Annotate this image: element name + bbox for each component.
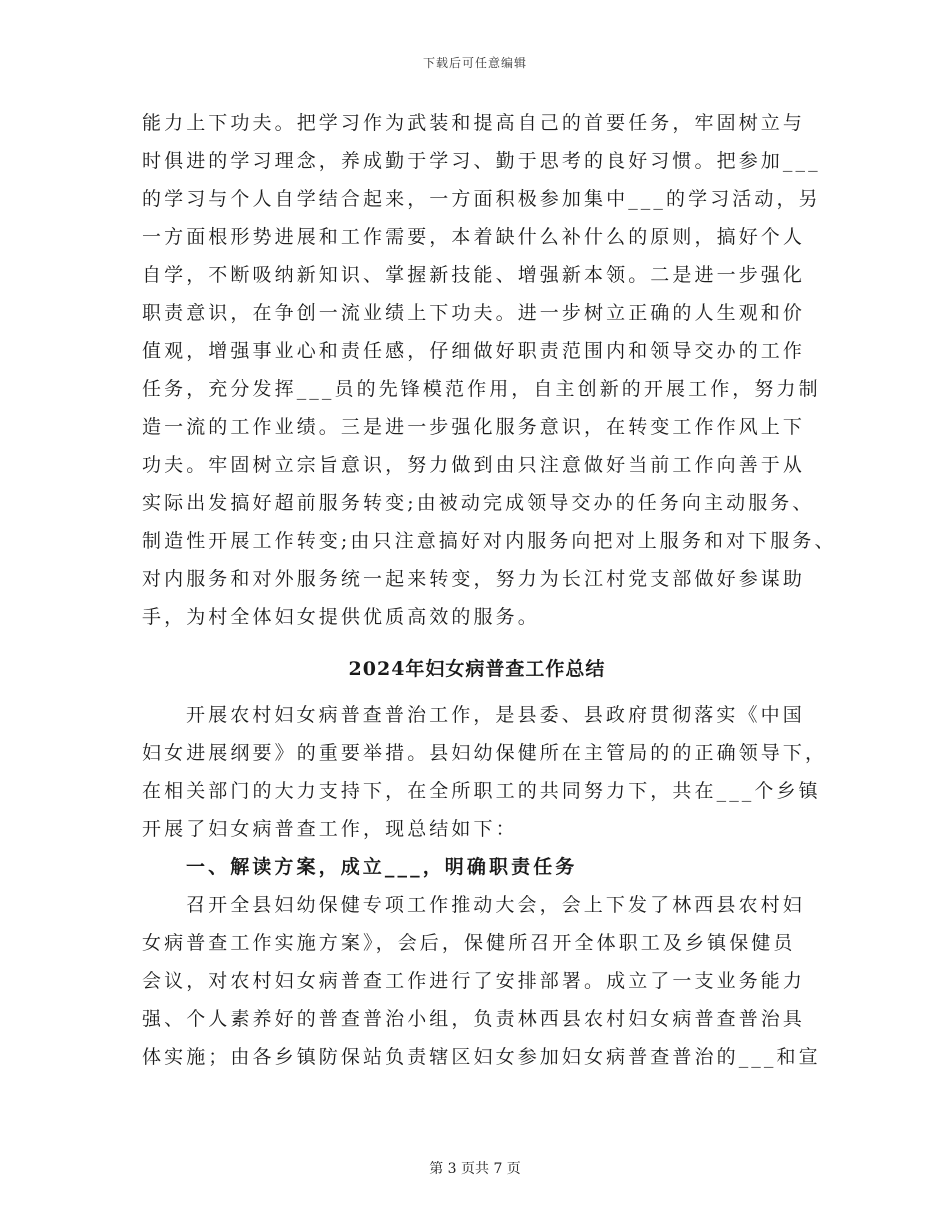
document-body [142,104,837,1076]
body-line: 在相关部门的大力支持下，在全所职工的共同努力下，共在___个乡镇 [142,780,821,802]
body-line: 开展农村妇女病普查普治工作，是县委、县政府贯彻落实《中国 [186,704,805,726]
body-line: 功夫。牢固树立宗旨意识，努力做到由只注意做好当前工作向善于从 [142,454,806,476]
body-line: 时俱进的学习理念，养成勤于学习、勤于思考的良好习惯。把参加___ [142,150,821,172]
page-header: 下载后可任意编辑 [422,56,527,70]
body-line: 造一流的工作业绩。三是进一步强化服务意识，在转变工作作风上下 [142,416,806,438]
body-line: 手，为村全体妇女提供优质高效的服务。 [142,606,540,628]
body-line: 值观，增强事业心和责任感，仔细做好职责范围内和领导交办的工作 [142,340,806,362]
body-line: 任务，充分发挥___员的先锋模范作用，自主创新的开展工作，努力制 [142,378,821,400]
body-line: 的学习与个人自学结合起来，一方面积极参加集中___的学习活动，另 [142,188,821,210]
body-line: 体实施；由各乡镇防保站负责辖区妇女参加妇女病普查普治的___和宣 [142,1046,821,1068]
page-number: 第 3 页共 7 页 [429,1161,521,1177]
body-line: 自学，不断吸纳新知识、掌握新技能、增强新本领。二是进一步强化 [142,264,806,286]
body-line: 能力上下功夫。把学习作为武装和提高自己的首要任务，牢固树立与 [142,112,806,134]
body-line: 会议，对农村妇女病普查工作进行了安排部署。成立了一支业务能力 [142,970,806,992]
body-line: 制造性开展工作转变;由只注意搞好对内服务向把对上服务和对下服务、 [142,530,837,552]
body-line: 女病普查工作实施方案》，会后，保健所召开全体职工及乡镇保健员 [142,932,796,954]
body-line: 一方面根形势进展和工作需要，本着缺什么补什么的原则，搞好个人 [142,226,806,248]
body-line: 职责意识，在争创一流业绩上下功夫。进一步树立正确的人生观和价 [142,302,806,324]
body-line: 实际出发搞好超前服务转变;由被动完成领导交办的任务向主动服务、 [142,492,815,514]
body-line: 召开全县妇幼保健专项工作推动大会，会上下发了林西县农村妇 [186,894,805,916]
document-title: 2024年妇女病普查工作总结 [348,658,606,680]
section-heading: 一、解读方案，成立___，明确职责任务 [186,856,578,878]
body-line: 强、个人素养好的普查普治小组，负责林西县农村妇女病普查普治具 [142,1008,806,1030]
body-line: 对内服务和对外服务统一起来转变，努力为长江村党支部做好参谋助 [142,568,806,590]
body-line: 妇女进展纲要》的重要举措。县妇幼保健所在主管局的的正确领导下， [142,742,828,764]
body-line: 开展了妇女病普查工作，现总结如下： [142,818,518,840]
